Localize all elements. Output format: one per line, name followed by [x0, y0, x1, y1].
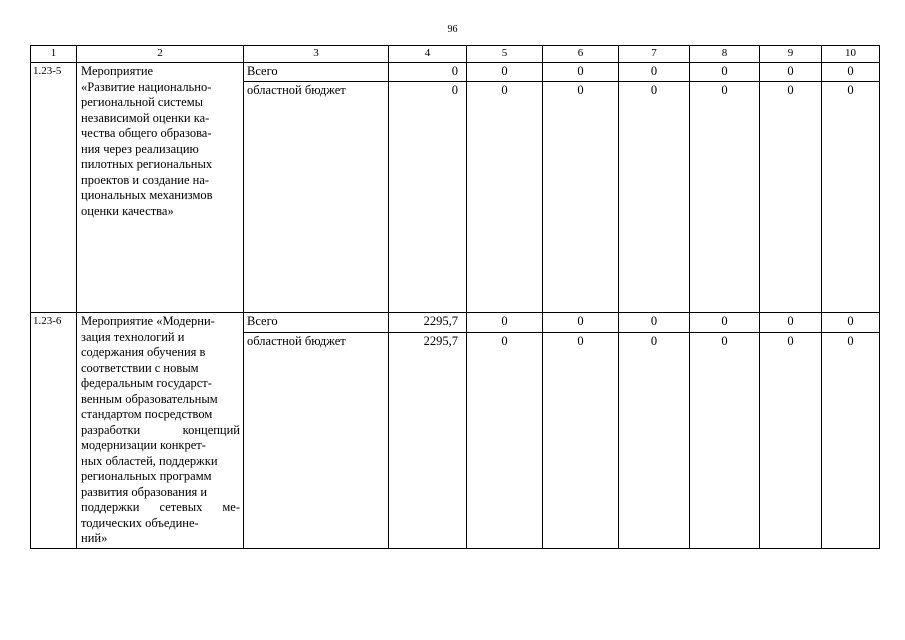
measure-title-line: тодических объедине-: [81, 515, 199, 530]
measure-title-line: стандартом посредством: [81, 407, 213, 421]
measure-title-line: соответствии с новым: [81, 360, 199, 375]
measure-title-line: «Развитие национально-: [81, 79, 212, 94]
measure-title-line: поддержки сетевых ме-: [81, 500, 240, 514]
value-cell: 0: [822, 82, 880, 313]
value-cell: 0: [822, 63, 880, 82]
value-cell: 0: [543, 82, 619, 313]
value-cell: 0: [619, 313, 690, 333]
value-cell: 0: [619, 63, 690, 82]
measure-title-line: ных областей, поддержки: [81, 453, 218, 468]
value-cell: 0: [543, 332, 619, 548]
measure-title-line: проектов и создание на-: [81, 172, 210, 187]
value-cell: 2295,7: [389, 313, 467, 333]
value-cell: 0: [619, 332, 690, 548]
column-header: 9: [760, 46, 822, 63]
funding-source: Всего: [244, 63, 389, 82]
value-cell: 0: [760, 82, 822, 313]
value-cell: 0: [543, 313, 619, 333]
measure-code: 1.23-5: [31, 63, 77, 313]
value-cell: 0: [690, 82, 760, 313]
column-header: 7: [619, 46, 690, 63]
measure-title-line: независимой оценки ка-: [81, 110, 210, 125]
value-cell: 0: [690, 63, 760, 82]
value-cell: 0: [822, 313, 880, 333]
value-cell: 0: [467, 63, 543, 82]
value-cell: 0: [619, 82, 690, 313]
table-header-row: [31, 46, 880, 63]
measure-title-line: пилотных региональных: [81, 157, 213, 171]
value-cell: 0: [467, 313, 543, 333]
column-header: 4: [389, 46, 467, 63]
funding-source: Всего: [244, 313, 389, 333]
measure-title-line: федеральным государст-: [81, 376, 212, 390]
value-cell: 0: [467, 82, 543, 313]
measure-title-line: венным образовательным: [81, 391, 218, 406]
measure-title-line: разработки концепций: [81, 422, 240, 437]
measure-title-line: чества общего образова-: [81, 126, 212, 140]
column-header: 1: [31, 46, 77, 63]
measure-title-line: содержания обучения в: [81, 345, 206, 359]
column-header: 8: [690, 46, 760, 63]
measure-title-line: модернизации конкрет-: [81, 438, 206, 452]
measure-title-line: региональных программ: [81, 469, 212, 483]
value-cell: 0: [822, 332, 880, 548]
funding-source: областной бюджет: [244, 332, 389, 548]
value-cell: 0: [760, 63, 822, 82]
value-cell: 0: [389, 63, 467, 82]
value-cell: 0: [760, 313, 822, 333]
table-row: [31, 63, 880, 82]
measure-title-line: Мероприятие: [81, 64, 154, 78]
column-header: 6: [543, 46, 619, 63]
measure-code: 1.23-6: [31, 313, 77, 549]
value-cell: 0: [690, 313, 760, 333]
measure-title-line: циональных механизмов: [81, 188, 213, 202]
value-cell: 0: [543, 63, 619, 82]
measure-title-line: Мероприятие «Модерни-: [81, 314, 215, 328]
value-cell: 0: [389, 82, 467, 313]
budget-table: [30, 45, 880, 549]
value-cell: 0: [690, 332, 760, 548]
table-row: [31, 313, 880, 333]
column-header: 5: [467, 46, 543, 63]
column-header: 3: [244, 46, 389, 63]
column-header: 2: [77, 46, 244, 63]
value-cell: 2295,7: [389, 332, 467, 548]
funding-source: областной бюджет: [244, 82, 389, 313]
column-header: 10: [822, 46, 880, 63]
measure-title-line: региональной системы: [81, 95, 204, 109]
value-cell: 0: [467, 332, 543, 548]
measure-title: [77, 63, 244, 313]
value-cell: 0: [760, 332, 822, 548]
measure-title-line: развития образования и: [81, 484, 208, 499]
measure-title-line: ния через реализацию: [81, 141, 199, 156]
page-number: 96: [447, 24, 458, 35]
measure-title: [77, 313, 244, 549]
measure-title-line: ний»: [81, 531, 108, 545]
measure-title-line: оценки качества»: [81, 203, 174, 218]
measure-title-line: зация технологий и: [81, 329, 185, 344]
